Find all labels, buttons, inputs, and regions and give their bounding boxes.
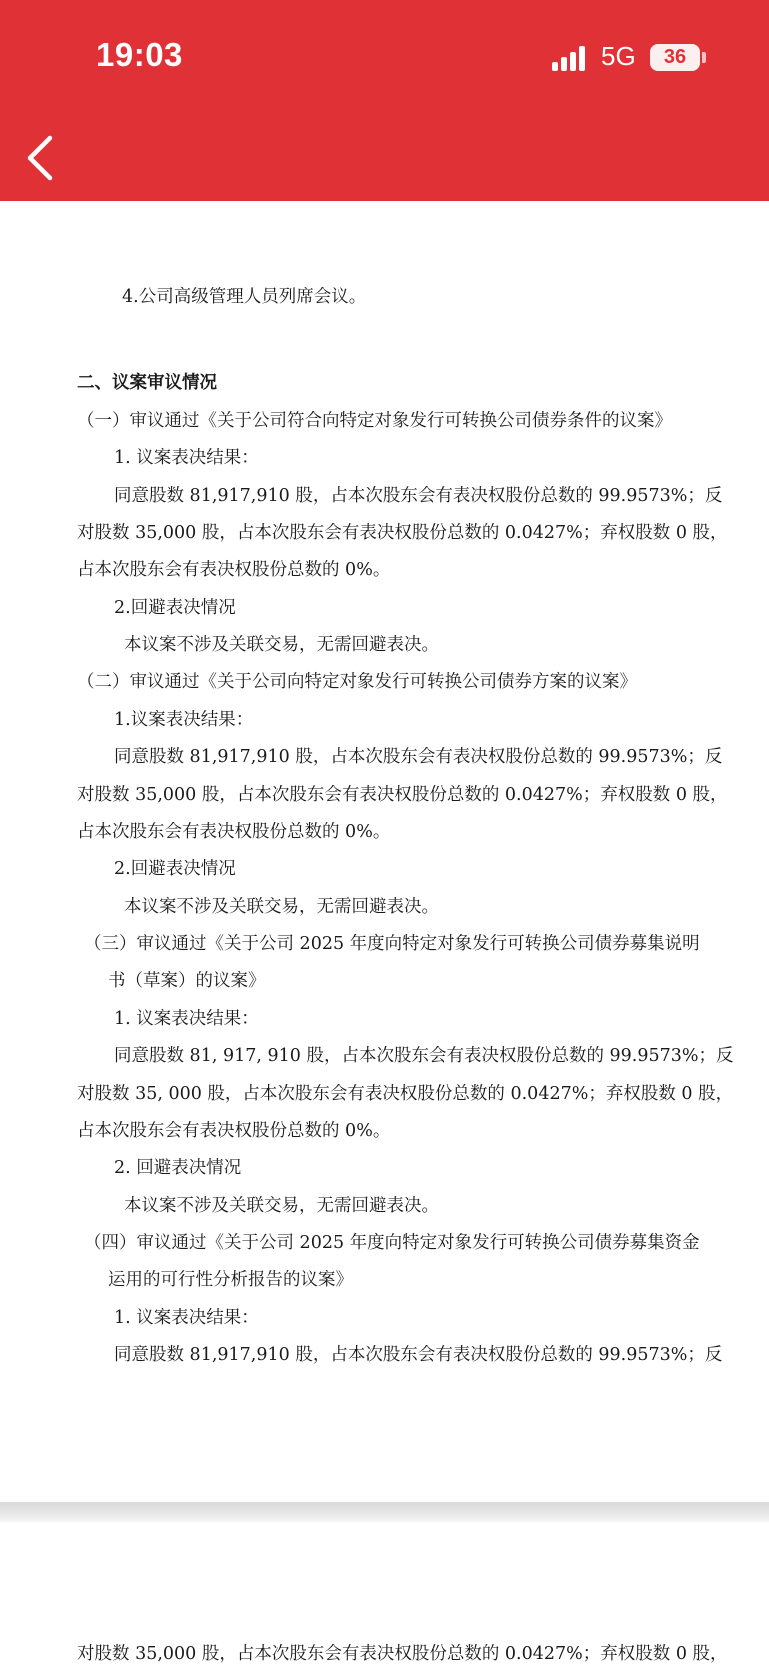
app-header: [0, 0, 769, 201]
next-page-line: 对股数 35,000 股，占本次股东会有表决权股份总数的 0.0427%；弃权股数 0 股，: [77, 1644, 728, 1664]
result-line: 同意股数 81, 917, 910 股，占本次股东会有表决权股份总数的 99.9573%；反: [114, 1046, 734, 1066]
result-line: 同意股数 81,917,910 股，占本次股东会有表决权股份总数的 99.9573%；反: [114, 486, 723, 506]
result-heading: 1. 议案表决结果：: [114, 448, 259, 468]
section-title: 二、议案审议情况: [77, 373, 217, 393]
result-line: 占本次股东会有表决权股份总数的 0%。: [77, 1121, 391, 1141]
recusal-text: 本议案不涉及关联交易，无需回避表决。: [124, 635, 439, 655]
battery-icon: 36: [650, 44, 700, 71]
chevron-left-icon: [22, 134, 62, 184]
proposal-title: （三）审议通过《关于公司 2025 年度向特定对象发行可转换公司债券募集说明: [84, 934, 700, 954]
result-line: 同意股数 81,917,910 股，占本次股东会有表决权股份总数的 99.9573%；反: [114, 747, 723, 767]
result-line: 对股数 35,000 股，占本次股东会有表决权股份总数的 0.0427%；弃权股数 0 股，: [77, 785, 728, 805]
recusal-text: 本议案不涉及关联交易，无需回避表决。: [124, 897, 439, 917]
result-heading: 1. 议案表决结果：: [114, 1009, 259, 1029]
status-time: 19:03: [96, 36, 183, 73]
network-type: 5G: [601, 41, 636, 71]
result-line: 占本次股东会有表决权股份总数的 0%。: [77, 560, 391, 580]
attendee-item: 4.公司高级管理人员列席会议。: [122, 287, 367, 307]
back-button[interactable]: [22, 134, 62, 184]
page-divider: [0, 1502, 769, 1522]
result-line: 对股数 35,000 股，占本次股东会有表决权股份总数的 0.0427%；弃权股数 0 股，: [77, 523, 728, 543]
result-line: 对股数 35, 000 股，占本次股东会有表决权股份总数的 0.0427%；弃权股数 0 股，: [77, 1084, 734, 1104]
document-page: [0, 201, 769, 1501]
result-line: 同意股数 81,917,910 股，占本次股东会有表决权股份总数的 99.9573%；反: [114, 1345, 723, 1365]
battery-tip: [702, 52, 706, 63]
recusal-heading: 2.回避表决情况: [114, 598, 236, 618]
result-line: 占本次股东会有表决权股份总数的 0%。: [77, 822, 391, 842]
result-heading: 1. 议案表决结果：: [114, 1308, 259, 1328]
result-heading: 1.议案表决结果：: [114, 710, 254, 730]
recusal-heading: 2. 回避表决情况: [114, 1158, 242, 1178]
proposal-title: （一）审议通过《关于公司符合向特定对象发行可转换公司债券条件的议案》: [77, 411, 672, 431]
proposal-title: 书（草案）的议案》: [108, 971, 266, 991]
proposal-title: （二）审议通过《关于公司向特定对象发行可转换公司债券方案的议案》: [77, 672, 637, 692]
proposal-title: （四）审议通过《关于公司 2025 年度向特定对象发行可转换公司债券募集资金: [84, 1233, 700, 1253]
proposal-title: 运用的可行性分析报告的议案》: [108, 1270, 353, 1290]
recusal-heading: 2.回避表决情况: [114, 859, 236, 879]
recusal-text: 本议案不涉及关联交易，无需回避表决。: [124, 1196, 439, 1216]
cellular-signal-icon: [552, 45, 588, 71]
